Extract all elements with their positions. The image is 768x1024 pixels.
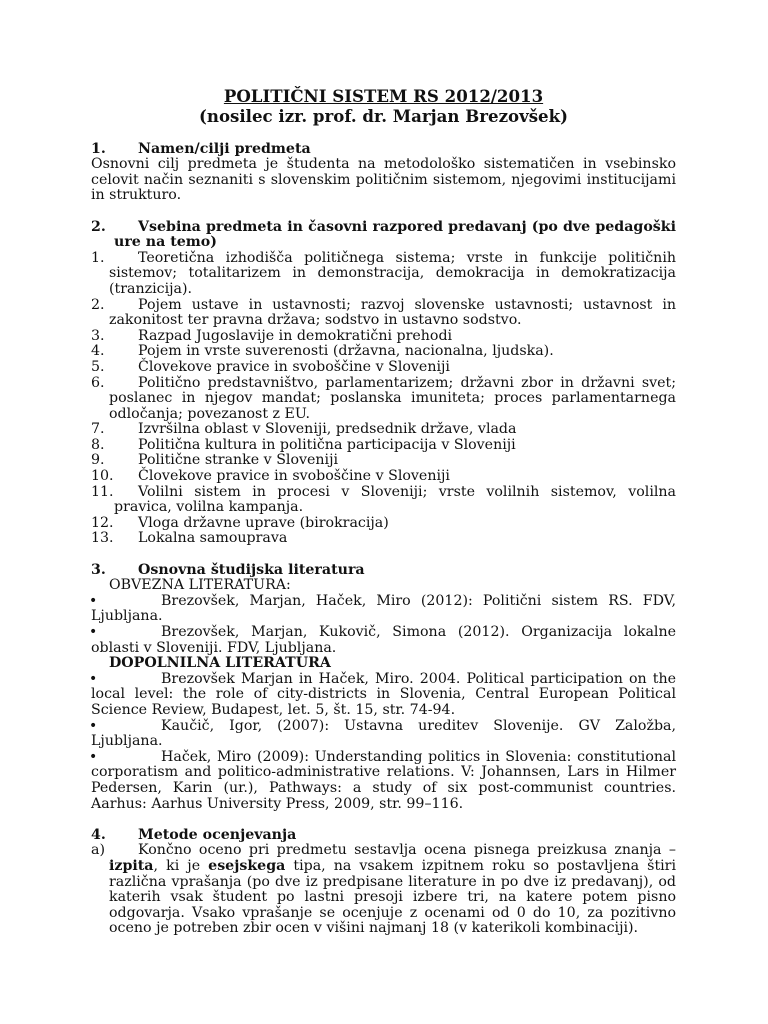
topic-item [91,531,676,547]
topic-text: Lokalna samouprava [138,530,288,547]
section-4-heading [91,828,676,844]
topic-item [91,485,676,516]
topic-item [91,438,676,454]
topic-text: Politično predstavništvo, parlamentarizem; državni zbor in državni svet; poslanec in njegov mandat; poslanska imuniteta; proces parlamentarnega odločanja; povezanost z EU. [109,374,676,422]
topic-number: 7. [91,421,105,438]
section-title: Osnovna študijska literatura [138,561,365,578]
topic-item [91,422,676,438]
topic-text: Človekove pravice in svoboščine v Sloveniji [138,358,450,375]
topic-number: 10. [91,468,114,485]
topic-number: 11. [91,483,114,500]
topic-text: Izvršilna oblast v Sloveniji, predsednik države, vlada [138,421,517,438]
topic-number: 6. [91,374,105,391]
literature-item [91,625,676,656]
literature-text: Brezovšek Marjan in Haček, Miro. 2004. Political participation on the local level: the role of city-districts in Slovenia, Central European Political Science Review, Budapest, let. 5, št. 15, str. 74-94. [91,670,676,718]
section-title: Vsebina predmeta in časovni razpored predavanj (po dve pedagoški ure na temo) [114,218,676,251]
topic-number: 3. [91,327,105,344]
bullet-icon: • [89,717,98,734]
section-3-heading [91,563,676,579]
literature-text: Kaučič, Igor, (2007): Ustavna ureditev Slovenije. GV Založba, Ljubljana. [91,717,676,750]
topic-number: 1. [91,249,105,266]
section-title: Namen/cilji predmeta [138,140,311,157]
supplementary-literature-list [91,672,676,812]
bullet-icon: • [89,592,98,609]
topic-number: 8. [91,436,105,453]
topic-item [91,469,676,485]
assessment-item-a: a) Končno oceno pri predmetu sestavlja ocena pisnega preizkusa znanja – izpita, ki je esejskega tipa, na vsakem izpitnem roku so postavljena štiri različna vprašanja (po dve iz predpisane literature in po dve iz predavanj), od katerih vsak študent po lastni presoji izbere tri, na katere potem pisno odgovarja. Vsako vprašanje se ocenjuje z ocenami od 0 do 10, za pozitivno oceno je potreben zbir ocen v višini najmanj 18 (v katerikoli kombinaciji). [91,842,676,937]
topic-text: Razpad Jugoslavije in demokratični prehodi [138,327,453,344]
section-number: 1. [91,140,106,157]
literature-item [91,594,676,625]
bullet-icon: • [89,624,98,640]
section-number: 2. [91,218,106,235]
bullet-icon: • [89,748,98,765]
topic-item [91,344,676,360]
topic-item [91,360,676,376]
topic-number: 12. [91,514,114,531]
document-title: POLITIČNI SISTEM RS 2012/2013 [223,86,544,106]
topic-item [91,329,676,345]
literature-item [91,719,676,750]
section-2-heading [91,220,676,251]
section-1-text: Osnovni cilj predmeta je študenta na metodološko sistematičen in vsebinsko celovit način seznaniti s slovenskim političnim sistemom, njegovimi institucijami in strukturo. [91,156,676,204]
literature-text: Brezovšek, Marjan, Kukovič, Simona (2012). Organizacija lokalne oblasti v Sloveniji. FDV, Ljubljana. [91,624,676,656]
topic-number: 13. [91,530,114,547]
topic-number: 5. [91,358,105,375]
topic-number: 2. [91,296,105,313]
topic-number: 9. [91,452,105,469]
topic-item [91,251,676,298]
topic-list [91,251,676,547]
topic-item [91,376,676,423]
topic-number: 4. [91,343,105,360]
topic-item [91,298,676,329]
literature-item [91,750,676,812]
literature-text: Brezovšek, Marjan, Haček, Miro (2012): Politični sistem RS. FDV, Ljubljana. [91,592,676,625]
topic-text: Človekove pravice in svoboščine v Sloveniji [138,468,450,485]
required-literature-label: OBVEZNA LITERATURA: [109,577,291,594]
topic-text: Vloga državne uprave (birokracija) [138,514,389,531]
topic-text: Pojem in vrste suverenosti (državna, nacionalna, ljudska). [138,343,554,360]
item-letter: a) [91,842,105,859]
topic-item [91,516,676,532]
section-1-heading [91,142,676,158]
topic-text: Politične stranke v Sloveniji [138,452,339,469]
document-subtitle: (nosilec izr. prof. dr. Marjan Brezovšek) [199,106,568,126]
topic-text: Pojem ustave in ustavnosti; razvoj slovenske ustavnosti; ustavnost in zakonitost ter pravna država; sodstvo in ustavno sodstvo. [109,296,676,329]
section-number: 3. [91,561,106,578]
literature-item [91,672,676,719]
required-literature-list [91,594,676,656]
topic-text: Politična kultura in politična participacija v Sloveniji [138,436,516,453]
topic-text: Teoretična izhodišča političnega sistema; vrste in funkcije političnih sistemov; totalitarizem in demonstracija, demokracija in demokratizacija (tranzicija). [109,249,676,297]
section-number: 4. [91,826,106,843]
literature-text: Haček, Miro (2009): Understanding politics in Slovenia: constitutional corporatism and politico-administrative relations. V: Johannsen, Lars in Hilmer Pedersen, Karin (ur.), Pathways: a study of six post-communist countries. Aarhus: Aarhus University Press, 2009, str. 99–116. [91,748,676,812]
topic-text: Volilni sistem in procesi v Sloveniji; vrste volilnih sistemov, volilna pravica, volilna kampanja. [114,483,676,516]
section-title: Metode ocenjevanja [138,826,297,843]
bullet-icon: • [89,670,98,687]
topic-item [91,453,676,469]
supplementary-literature-label: DOPOLNILNA LITERATURA [109,655,331,672]
